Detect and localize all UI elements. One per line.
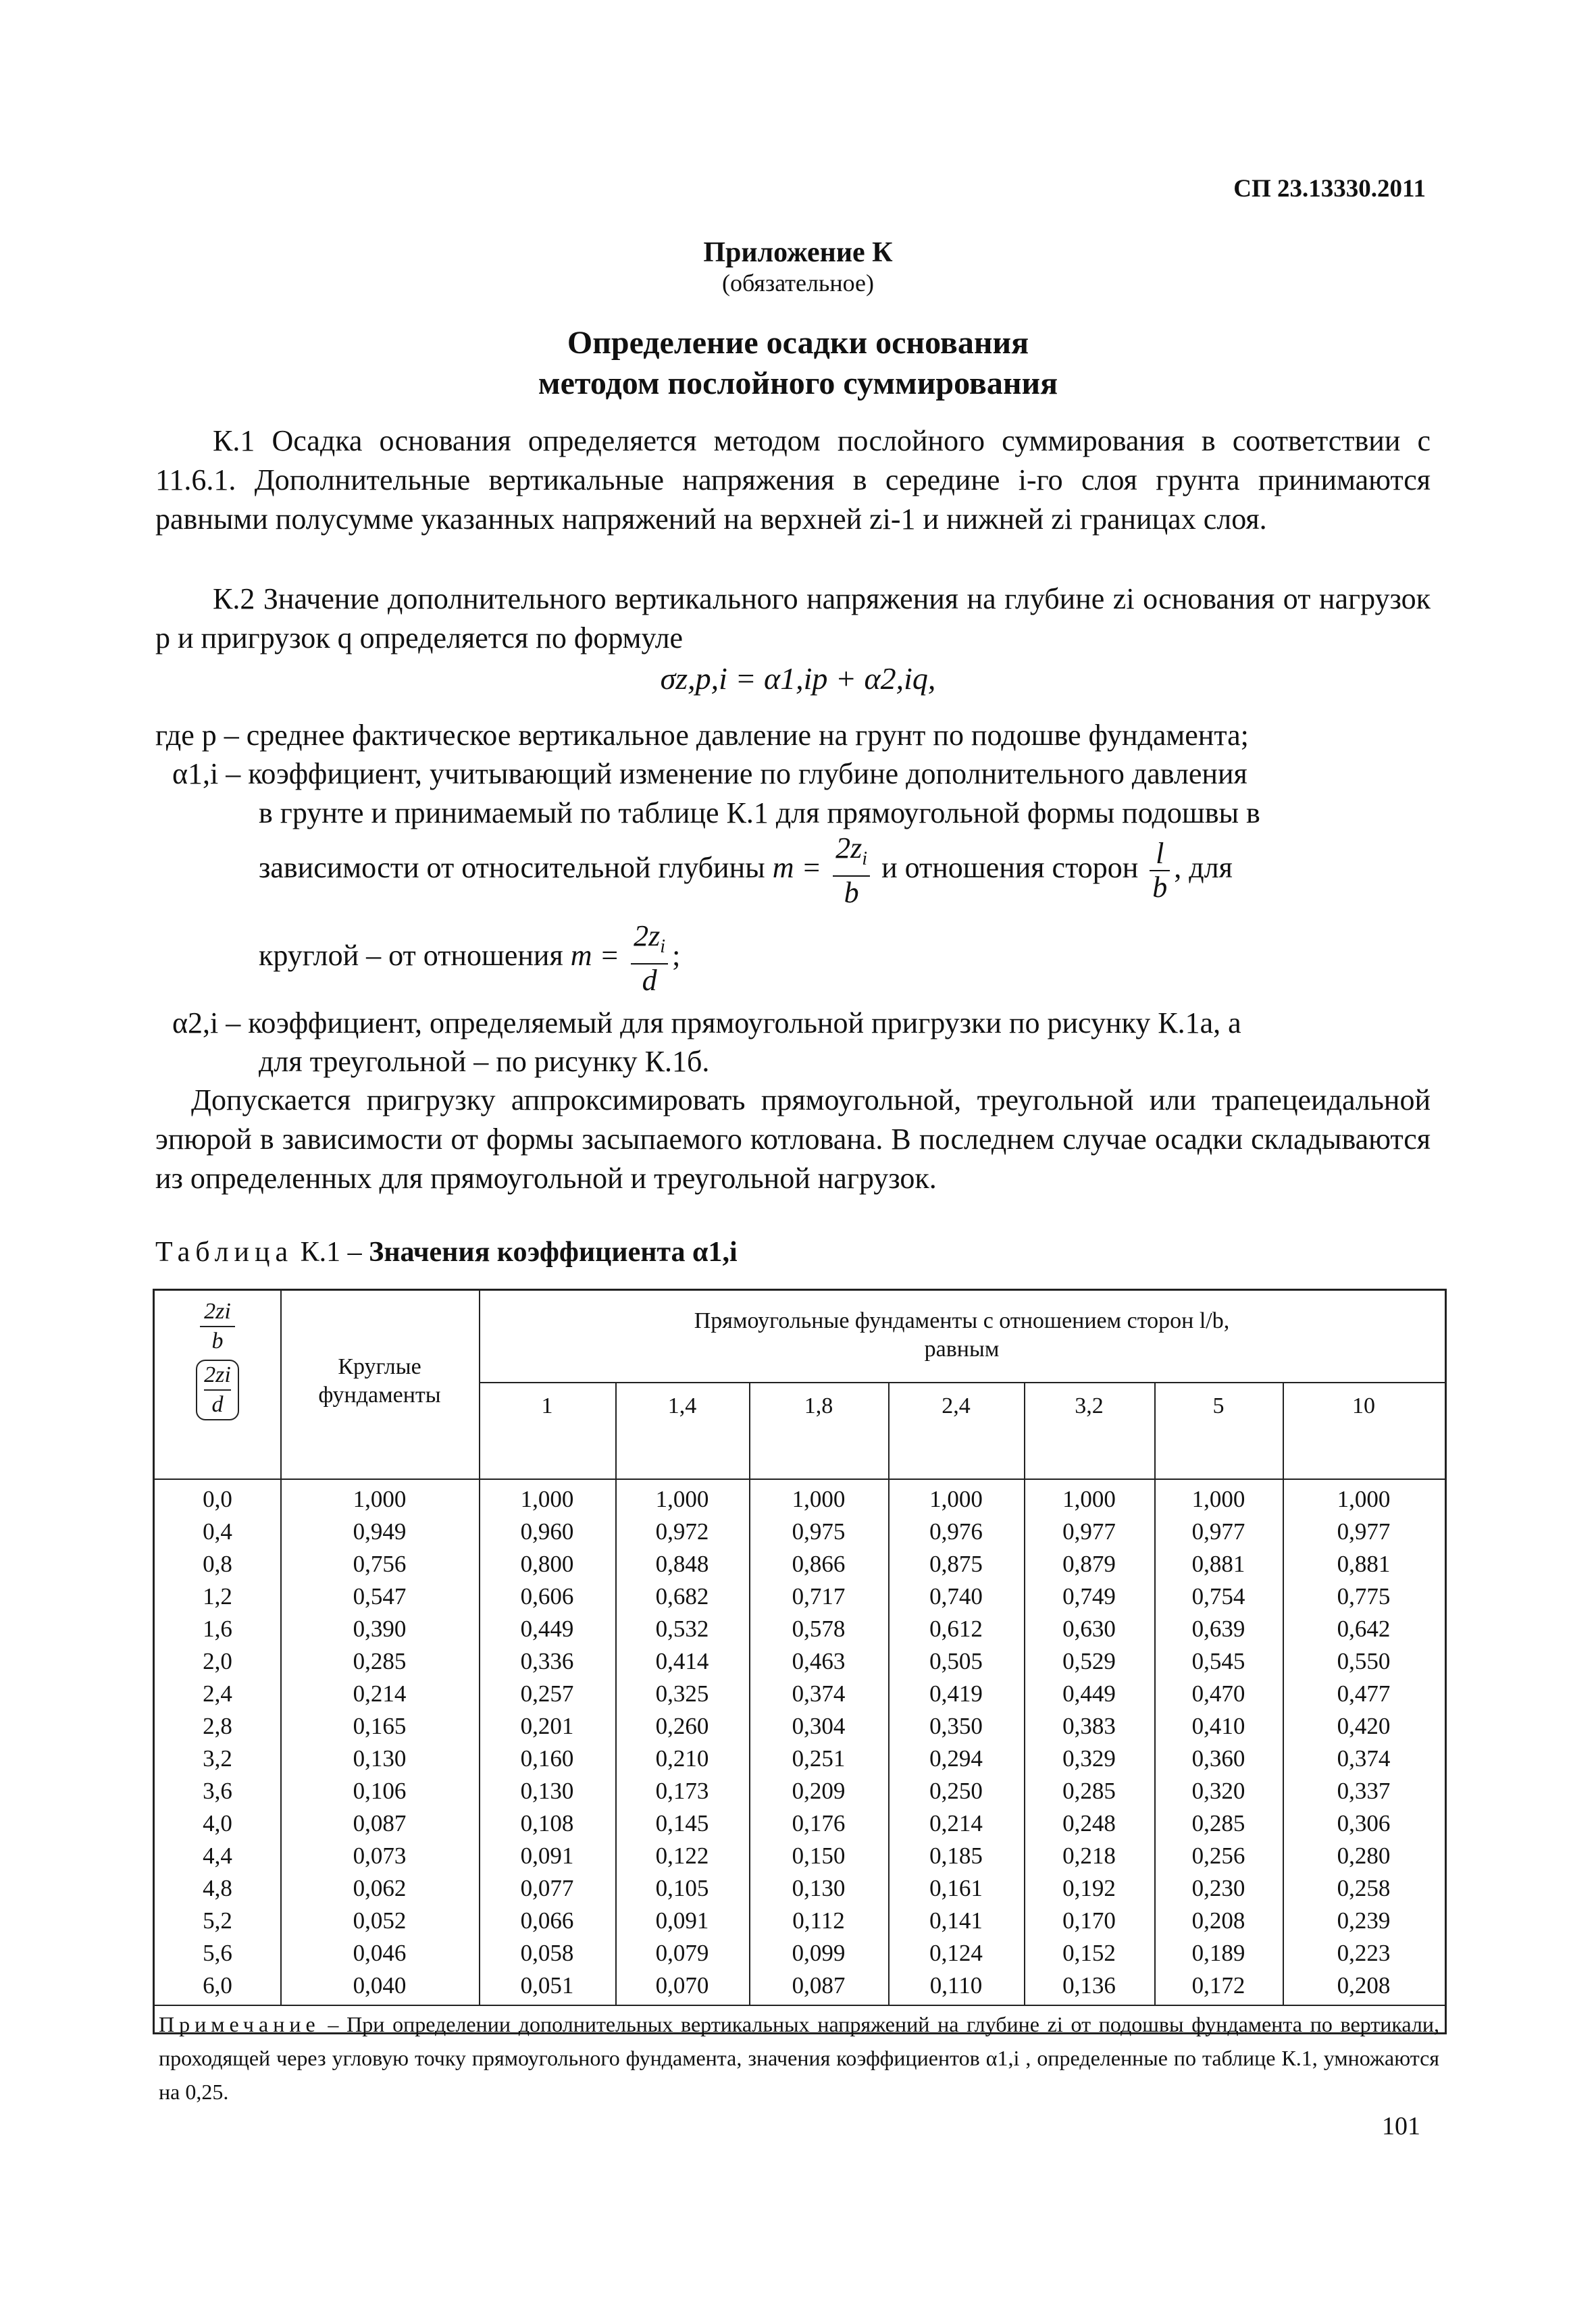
ratio-lb-fraction: $\frac{l}{b}$ — [1150, 838, 1170, 904]
coefficient-cell: 0,046 — [353, 1940, 407, 1966]
coefficient-cell: 0,756 — [353, 1551, 407, 1577]
coefficient-cell: 0,682 — [655, 1583, 709, 1610]
coefficient-cell: 0,173 — [655, 1778, 709, 1804]
coefficient-cell: 0,165 — [353, 1713, 407, 1739]
definition-alpha1-line3-c: , для — [1174, 851, 1233, 884]
coefficient-cell: 0,410 — [1191, 1713, 1245, 1739]
coefficient-cell: 0,414 — [655, 1648, 709, 1674]
coefficient-cell: 0,419 — [929, 1680, 983, 1707]
coefficient-cell: 0,285 — [353, 1648, 407, 1674]
note-prefix: Примечание — [159, 2012, 320, 2036]
coefficient-cell: 0,800 — [520, 1551, 574, 1577]
coefficient-cell: 0,250 — [929, 1778, 983, 1804]
coefficient-cell: 0,099 — [792, 1940, 846, 1966]
table-caption-prefix: Таблица — [155, 1237, 294, 1268]
definition-alpha2-line1: α2,i – коэффициент, определяемый для прямоугольной пригрузки по рисунку К.1а, а — [172, 1006, 1241, 1039]
coefficient-cell: 1,000 — [1062, 1486, 1116, 1512]
coefficient-cell: 0,208 — [1191, 1907, 1245, 1934]
coefficient-cell: 0,257 — [520, 1680, 574, 1707]
coefficient-cell: 0,545 — [1191, 1648, 1245, 1674]
definition-alpha1-line4-a: круглой – от отношения — [259, 939, 563, 972]
definition-alpha1-line4: круглой – от отношения m = $\frac{2z_i}{d}$ ; — [259, 919, 681, 997]
appendix-title: Приложение К — [703, 237, 893, 268]
coefficient-cell: 0,201 — [520, 1713, 574, 1739]
coefficient-cell: 0,256 — [1191, 1843, 1245, 1869]
column-rule — [1283, 1382, 1284, 2005]
ratio-header-cell: 5 — [1212, 1393, 1225, 1418]
coefficient-cell: 0,374 — [1337, 1745, 1391, 1772]
coefficient-cell: 0,612 — [929, 1616, 983, 1642]
definition-alpha1-line3: зависимости от относительной глубины m = $\frac{2z_i}{b}$ и отношения сторон $\frac{l}{b}$ , для — [259, 831, 1233, 909]
coefficient-cell: 0,280 — [1337, 1843, 1391, 1869]
coefficient-cell: 0,383 — [1062, 1713, 1116, 1739]
coefficient-cell: 0,630 — [1062, 1616, 1116, 1642]
coefficient-cell: 0,079 — [655, 1940, 709, 1966]
coefficient-cell: 0,848 — [655, 1551, 709, 1577]
coefficient-table — [153, 1289, 1447, 2104]
definition-alpha1-line1: α1,i – коэффициент, учитывающий изменение по глубине дополнительного давления — [172, 757, 1247, 790]
definition-alpha1-line3-b: и отношения сторон — [881, 851, 1139, 884]
coefficient-cell: 0,077 — [520, 1875, 574, 1901]
coefficient-cell: 1,000 — [353, 1486, 407, 1512]
coefficient-cell: 0,223 — [1337, 1940, 1391, 1966]
coefficient-cell: 0,214 — [353, 1680, 407, 1707]
coefficient-cell: 0,350 — [929, 1713, 983, 1739]
depth-ratio-cell: 2,4 — [203, 1680, 232, 1707]
header-depth-d-denominator: d — [211, 1392, 224, 1417]
section-heading-line2: методом послойного суммирования — [538, 365, 1058, 401]
coefficient-cell: 0,550 — [1337, 1648, 1391, 1674]
ratio-header-cell: 10 — [1352, 1393, 1375, 1418]
paragraph-k2: К.2 Значение дополнительного вертикального напряжения на глубине zi основания от нагрузок p и пригрузок q определяется по формуле — [155, 582, 1431, 654]
paragraph-approximation: Допускается пригрузку аппроксимировать прямоугольной, треугольной или трапецеидальной эпюрой в зависимости от формы засыпаемого котлована. В последнем случае осадки складываются из определенных для прямоугольной и треугольной нагрузок. — [155, 1083, 1431, 1195]
coefficient-cell: 0,306 — [1337, 1810, 1391, 1836]
table-caption-name: Значения коэффициента α1,i — [369, 1237, 738, 1268]
depth-ratio-cell: 0,0 — [203, 1486, 232, 1512]
coefficient-cell: 0,337 — [1337, 1778, 1391, 1804]
coefficient-cell: 0,160 — [520, 1745, 574, 1772]
column-rule — [888, 1382, 890, 2005]
coefficient-cell: 0,977 — [1191, 1518, 1245, 1545]
column-rule — [280, 1291, 282, 2005]
definition-p: где p – среднее фактическое вертикальное давление на грунт по подошве фундамента; — [155, 719, 1249, 752]
coefficient-cell: 0,214 — [929, 1810, 983, 1836]
coefficient-cell: 0,881 — [1191, 1551, 1245, 1577]
coefficient-cell: 0,258 — [1337, 1875, 1391, 1901]
coefficient-cell: 1,000 — [1337, 1486, 1391, 1512]
coefficient-cell: 0,639 — [1191, 1616, 1245, 1642]
coefficient-cell: 0,977 — [1062, 1518, 1116, 1545]
coefficient-cell: 0,881 — [1337, 1551, 1391, 1577]
ratio-md-fraction: $\frac{2z_i}{d}$ — [631, 920, 668, 997]
coefficient-cell: 0,449 — [1062, 1680, 1116, 1707]
coefficient-cell: 0,875 — [929, 1551, 983, 1577]
column-rule — [615, 1382, 617, 2005]
ratio-header-cell: 2,4 — [942, 1393, 971, 1418]
coefficient-cell: 0,329 — [1062, 1745, 1116, 1772]
header-depth-ratio — [155, 1297, 280, 1420]
depth-ratio-cell: 3,2 — [203, 1745, 232, 1772]
coefficient-cell: 0,170 — [1062, 1907, 1116, 1934]
column-rule — [749, 1382, 750, 2005]
coefficient-cell: 0,087 — [792, 1972, 846, 1999]
coefficient-cell: 1,000 — [655, 1486, 709, 1512]
coefficient-cell: 0,547 — [353, 1583, 407, 1610]
coefficient-cell: 0,374 — [792, 1680, 846, 1707]
column-rule — [1154, 1382, 1156, 2005]
coefficient-cell: 0,260 — [655, 1713, 709, 1739]
depth-ratio-cell: 1,2 — [203, 1583, 232, 1610]
coefficient-cell: 0,122 — [655, 1843, 709, 1869]
appendix-subtitle: (обязательное) — [722, 269, 874, 297]
coefficient-cell: 0,529 — [1062, 1648, 1116, 1674]
header-round-foundations: Круглые фундаменты — [318, 1354, 441, 1408]
coefficient-cell: 0,218 — [1062, 1843, 1116, 1869]
coefficient-cell: 0,976 — [929, 1518, 983, 1545]
coefficient-cell: 0,320 — [1191, 1778, 1245, 1804]
ratio-header-cell: 1,4 — [667, 1393, 697, 1418]
depth-ratio-cell: 1,6 — [203, 1616, 232, 1642]
coefficient-cell: 0,717 — [792, 1583, 846, 1610]
coefficient-cell: 0,208 — [1337, 1972, 1391, 1999]
coefficient-cell: 0,210 — [655, 1745, 709, 1772]
coefficient-cell: 0,130 — [792, 1875, 846, 1901]
coefficient-cell: 0,775 — [1337, 1583, 1391, 1610]
coefficient-cell: 0,161 — [929, 1875, 983, 1901]
coefficient-cell: 0,239 — [1337, 1907, 1391, 1934]
coefficient-cell: 1,000 — [520, 1486, 574, 1512]
column-rule — [479, 1291, 480, 2005]
coefficient-cell: 0,176 — [792, 1810, 846, 1836]
depth-ratio-cell: 4,4 — [203, 1843, 232, 1869]
ratio-header-rule — [479, 1382, 1445, 1383]
depth-ratio-cell: 5,2 — [203, 1907, 232, 1934]
coefficient-cell: 0,108 — [520, 1810, 574, 1836]
coefficient-cell: 0,949 — [353, 1518, 407, 1545]
definition-alpha1-line3-a: зависимости от относительной глубины — [259, 851, 765, 884]
coefficient-cell: 0,294 — [929, 1745, 983, 1772]
coefficient-cell: 0,740 — [929, 1583, 983, 1610]
column-rule — [1024, 1382, 1025, 2005]
coefficient-cell: 0,130 — [353, 1745, 407, 1772]
coefficient-cell: 0,390 — [353, 1616, 407, 1642]
header-depth-b-numerator: 2zi — [200, 1297, 235, 1327]
ratio-header-cell: 1,8 — [804, 1393, 833, 1418]
table-caption-number: К.1 – — [300, 1237, 362, 1268]
coefficient-cell: 0,505 — [929, 1648, 983, 1674]
ratio-header-cell: 3,2 — [1075, 1393, 1104, 1418]
section-heading-line1: Определение осадки основания — [567, 325, 1029, 361]
coefficient-cell: 1,000 — [1191, 1486, 1245, 1512]
ratio-m-fraction: $\frac{2z_i}{b}$ — [833, 832, 870, 909]
coefficient-cell: 0,172 — [1191, 1972, 1245, 1999]
body-bottom-rule — [155, 2005, 1445, 2006]
depth-ratio-cell: 6,0 — [203, 1972, 232, 1999]
table-caption — [155, 1236, 738, 1268]
depth-ratio-cell: 4,8 — [203, 1875, 232, 1901]
coefficient-cell: 0,578 — [792, 1616, 846, 1642]
coefficient-cell: 0,145 — [655, 1810, 709, 1836]
coefficient-cell: 0,150 — [792, 1843, 846, 1869]
coefficient-cell: 0,972 — [655, 1518, 709, 1545]
coefficient-cell: 0,977 — [1337, 1518, 1391, 1545]
coefficient-cell: 0,866 — [792, 1551, 846, 1577]
coefficient-cell: 0,106 — [353, 1778, 407, 1804]
coefficient-cell: 0,463 — [792, 1648, 846, 1674]
header-depth-b-denominator: b — [211, 1329, 224, 1354]
depth-ratio-cell: 0,8 — [203, 1551, 232, 1577]
header-bottom-rule — [155, 1479, 1445, 1480]
depth-ratio-cell: 2,0 — [203, 1648, 232, 1674]
depth-ratio-cell: 0,4 — [203, 1518, 232, 1545]
coefficient-cell: 0,420 — [1337, 1713, 1391, 1739]
coefficient-cell: 0,285 — [1191, 1810, 1245, 1836]
coefficient-cell: 0,230 — [1191, 1875, 1245, 1901]
depth-ratio-cell: 2,8 — [203, 1713, 232, 1739]
coefficient-cell: 0,152 — [1062, 1940, 1116, 1966]
coefficient-cell: 0,058 — [520, 1940, 574, 1966]
coefficient-cell: 0,754 — [1191, 1583, 1245, 1610]
coefficient-cell: 0,130 — [520, 1778, 574, 1804]
coefficient-cell: 0,477 — [1337, 1680, 1391, 1707]
coefficient-cell: 0,051 — [520, 1972, 574, 1999]
paragraph-k1: К.1 Осадка основания определяется методом послойного суммирования в соответствии с 11.6.1. Дополнительные вертикальные напряжения в середине i-го слоя грунта принимаются равными полусумме указанных напряжений на верхней zi-1 и нижней zi границах слоя. — [155, 424, 1431, 536]
coefficient-cell: 0,642 — [1337, 1616, 1391, 1642]
definition-alpha2-line2: для треугольной – по рисунку К.1б. — [259, 1045, 710, 1078]
coefficient-cell: 0,189 — [1191, 1940, 1245, 1966]
coefficient-cell: 0,073 — [353, 1843, 407, 1869]
stress-formula: σz,p,i = α1,ip + α2,iq, — [660, 661, 936, 696]
coefficient-cell: 0,091 — [655, 1907, 709, 1934]
header-rect-foundations: Прямоугольные фундаменты с отношением сторон l/b, равным — [694, 1308, 1230, 1362]
coefficient-cell: 0,136 — [1062, 1972, 1116, 1999]
coefficient-cell: 0,192 — [1062, 1875, 1116, 1901]
ratio-header-cell: 1 — [541, 1393, 553, 1418]
coefficient-cell: 0,110 — [929, 1972, 983, 1999]
coefficient-cell: 0,062 — [353, 1875, 407, 1901]
coefficient-cell: 0,749 — [1062, 1583, 1116, 1610]
coefficient-cell: 0,470 — [1191, 1680, 1245, 1707]
page-number: 101 — [1382, 2112, 1420, 2140]
coefficient-cell: 0,532 — [655, 1616, 709, 1642]
coefficient-cell: 0,336 — [520, 1648, 574, 1674]
coefficient-cell: 0,449 — [520, 1616, 574, 1642]
table-note — [159, 2007, 1439, 2109]
document-number: СП 23.13330.2011 — [1233, 175, 1426, 203]
coefficient-cell: 0,112 — [792, 1907, 845, 1934]
coefficient-cell: 0,248 — [1062, 1810, 1116, 1836]
coefficient-cell: 0,141 — [929, 1907, 983, 1934]
coefficient-cell: 0,105 — [655, 1875, 709, 1901]
coefficient-cell: 0,304 — [792, 1713, 846, 1739]
coefficient-cell: 0,066 — [520, 1907, 574, 1934]
coefficient-cell: 0,124 — [929, 1940, 983, 1966]
depth-ratio-cell: 5,6 — [203, 1940, 232, 1966]
depth-ratio-cell: 4,0 — [203, 1810, 232, 1836]
coefficient-cell: 0,185 — [929, 1843, 983, 1869]
coefficient-cell: 0,879 — [1062, 1551, 1116, 1577]
coefficient-cell: 0,052 — [353, 1907, 407, 1934]
coefficient-cell: 1,000 — [929, 1486, 983, 1512]
coefficient-cell: 1,000 — [792, 1486, 846, 1512]
coefficient-cell: 0,251 — [792, 1745, 846, 1772]
coefficient-cell: 0,975 — [792, 1518, 846, 1545]
depth-ratio-cell: 3,6 — [203, 1778, 232, 1804]
coefficient-cell: 0,960 — [520, 1518, 574, 1545]
coefficient-cell: 0,360 — [1191, 1745, 1245, 1772]
definition-alpha1-line2: в грунте и принимаемый по таблице К.1 для прямоугольной формы подошвы в — [259, 796, 1260, 829]
header-depth-d-ratio — [196, 1360, 239, 1420]
coefficient-cell: 0,091 — [520, 1843, 574, 1869]
coefficient-cell: 0,087 — [353, 1810, 407, 1836]
coefficient-cell: 0,209 — [792, 1778, 846, 1804]
coefficient-cell: 0,285 — [1062, 1778, 1116, 1804]
note-text: – При определении дополнительных вертикальных напряжений на глубине zi от подошвы фундамента по вертикали, проходящей через угловую точку прямоугольного фундамента, значения коэффициентов α1,i , определенные по таблице К.1, умножаются на 0,25. — [159, 2012, 1440, 2104]
coefficient-cell: 0,606 — [520, 1583, 574, 1610]
coefficient-cell: 0,040 — [353, 1972, 407, 1999]
coefficient-cell: 0,070 — [655, 1972, 709, 1999]
coefficient-cell: 0,325 — [655, 1680, 709, 1707]
header-depth-d-numerator: 2zi — [204, 1361, 231, 1391]
